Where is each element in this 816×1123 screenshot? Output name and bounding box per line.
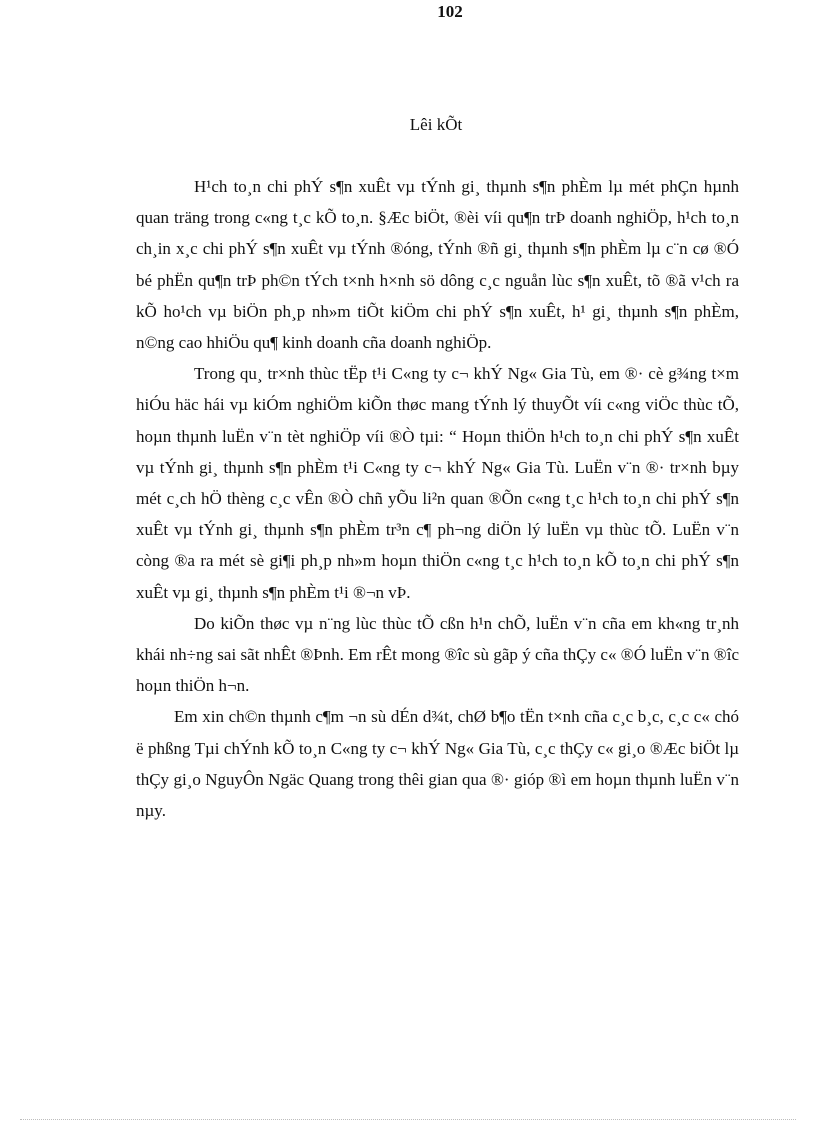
paragraph-3: Do kiÕn thøc vµ n¨ng lùc thùc tÕ cßn h¹n chÕ, luËn v¨n cña em kh«ng tr¸nh khái nh÷ng sai sãt nhÊt ®Þnh. Em rÊt mong ®îc sù gãp ý cña thÇy c« ®Ó luËn v¨n ®îc hoµn thiÖn h¬n. — [136, 613, 739, 696]
paragraph-2: Trong qu¸ tr×nh thùc tËp t¹i C«ng ty c¬ khÝ Ng« Gia Tù, em ®· cè g¾ng t×m hiÓu häc hái vµ kiÓm nghiÖm kiÕn thøc mang tÝnh lý thuyÕt víi c«ng viÖc thùc tÕ, hoµn thµnh luËn v¨n tèt nghiÖp víi ®Ò tµi: “ Hoµn thiÖn h¹ch to¸n chi phÝ s¶n xuÊt vµ tÝnh gi¸ thµnh s¶n phÈm t¹i C«ng ty c¬ khÝ Ng« Gia Tù. LuËn v¨n ®· tr×nh bµy mét c¸ch hÖ thèng c¸c vÊn ®Ò chñ yÕu li²n quan ®Õn c«ng t¸c h¹ch to¸n chi phÝ s¶n xuÊt vµ tÝnh gi¸ thµnh s¶n phÈm tr³n c¶ ph¬ng diÖn lý luËn vµ thùc tÕ. LuËn v¨n còng ®a ra mét sè gi¶i ph¸p nh»m hoµn thiÖn c«ng t¸c h¹ch to¸n kÕ to¸n chi phÝ s¶n xuÊt vµ gi¸ thµnh s¶n phÈm t¹i ®¬n vÞ. — [136, 364, 739, 602]
page-title: Lêi kÕt — [409, 115, 463, 134]
body-text — [136, 171, 739, 826]
paragraph-1: H¹ch to¸n chi phÝ s¶n xuÊt vµ tÝnh gi¸ thµnh s¶n phÈm lµ mét phÇn hµnh quan träng trong c«ng t¸c kÕ to¸n. §Æc biÖt, ®èi víi qu¶n trÞ doanh nghiÖp, h¹ch to¸n ch¸in x¸c chi phÝ s¶n xuÊt vµ tÝnh ®óng, tÝnh ®ñ gi¸ thµnh s¶n phÈm lµ c¨n cø ®Ó bé phËn qu¶n trÞ ph©n tÝch t×nh h×nh sö dông c¸c nguån lùc s¶n xuÊt, tõ ®ã v¹ch ra kÕ ho¹ch vµ biÖn ph¸p nh»m tiÕt kiÖm chi phÝ s¶n xuÊt, h¹ gi¸ thµnh s¶n phÈm, n©ng cao hhiÖu qu¶ kinh doanh cña doanh nghiÖp. — [136, 177, 739, 353]
page-number: 102 — [437, 2, 463, 21]
paragraph-4: Em xin ch©n thµnh c¶m ¬n sù dÉn d¾t, chØ b¶o tËn t×nh cña c¸c b¸c, c¸c c« chó ë phßng Tµi chÝnh kÕ to¸n C«ng ty c¬ khÝ Ng« Gia Tù, c¸c thÇy c« gi¸o ®Æc biÖt lµ thÇy gi¸o NguyÔn Ngäc Quang trong thêi gian qua ®· gióp ®ì em hoµn thµnh luËn v¨n nµy. — [136, 707, 739, 821]
page-bottom-divider — [20, 1119, 796, 1120]
